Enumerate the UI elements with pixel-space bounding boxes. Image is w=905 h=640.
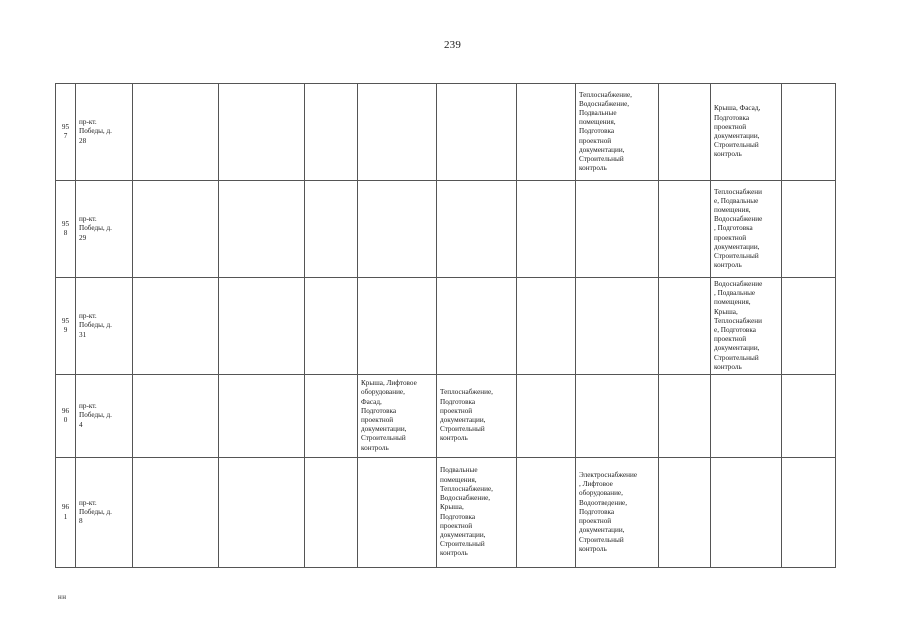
empty-cell [358,278,437,375]
empty-cell [711,375,782,458]
works-cell: Водоснабжение , Подвальные помещения, Крыша, Теплоснабжени е, Подготовка проектной документации, Строительный контроль [711,278,782,375]
empty-cell [305,375,358,458]
row-number: 96 1 [56,458,76,568]
empty-cell [437,181,517,278]
page-number: 239 [443,39,462,51]
works-cell: Крыша, Лифтовое оборудование, Фасад, Подготовка проектной документации, Строительный контроль [358,375,437,458]
empty-cell [219,84,305,181]
works-cell: Крыша, Фасад, Подготовка проектной документации, Строительный контроль [711,84,782,181]
table-row [56,84,836,181]
table-row [56,375,836,458]
empty-cell [782,278,836,375]
table-row [56,181,836,278]
row-number: 95 8 [56,181,76,278]
footer-mark: нн [58,593,67,601]
empty-cell [517,181,576,278]
empty-cell [358,84,437,181]
works-cell: Теплоснабжени е, Подвальные помещения, Водоснабжение , Подготовка проектной документации, Строительный контроль [711,181,782,278]
row-number: 95 7 [56,84,76,181]
address-cell: пр-кт. Победы, д. 29 [76,181,133,278]
empty-cell [305,84,358,181]
empty-cell [782,181,836,278]
works-cell: Подвальные помещения, Теплоснабжение, Водоснабжение, Крыша, Подготовка проектной документации, Строительный контроль [437,458,517,568]
works-cell: Электроснабжение , Лифтовое оборудование, Водоотведение, Подготовка проектной документации, Строительный контроль [576,458,659,568]
empty-cell [659,84,711,181]
empty-cell [576,375,659,458]
works-cell: Теплоснабжение, Подготовка проектной документации, Строительный контроль [437,375,517,458]
empty-cell [517,458,576,568]
empty-cell [133,375,219,458]
empty-cell [659,181,711,278]
empty-cell [659,278,711,375]
empty-cell [782,458,836,568]
empty-cell [517,84,576,181]
empty-cell [219,278,305,375]
empty-cell [659,458,711,568]
empty-cell [358,181,437,278]
empty-cell [219,375,305,458]
empty-cell [517,375,576,458]
empty-cell [517,278,576,375]
empty-cell [711,458,782,568]
row-number: 95 9 [56,278,76,375]
empty-cell [358,458,437,568]
empty-cell [437,84,517,181]
address-cell: пр-кт. Победы, д. 31 [76,278,133,375]
address-cell: пр-кт. Победы, д. 4 [76,375,133,458]
address-works-table [55,83,836,568]
row-number: 96 0 [56,375,76,458]
empty-cell [133,181,219,278]
empty-cell [305,278,358,375]
empty-cell [782,84,836,181]
empty-cell [219,181,305,278]
empty-cell [133,278,219,375]
address-cell: пр-кт. Победы, д. 8 [76,458,133,568]
works-cell: Теплоснабжение, Водоснабжение, Подвальные помещения, Подготовка проектной документации, Строительный контроль [576,84,659,181]
empty-cell [659,375,711,458]
table-row [56,458,836,568]
empty-cell [305,181,358,278]
empty-cell [305,458,358,568]
table-row [56,278,836,375]
empty-cell [782,375,836,458]
empty-cell [437,278,517,375]
empty-cell [133,458,219,568]
empty-cell [576,181,659,278]
empty-cell [133,84,219,181]
empty-cell [219,458,305,568]
address-cell: пр-кт. Победы, д. 28 [76,84,133,181]
empty-cell [576,278,659,375]
